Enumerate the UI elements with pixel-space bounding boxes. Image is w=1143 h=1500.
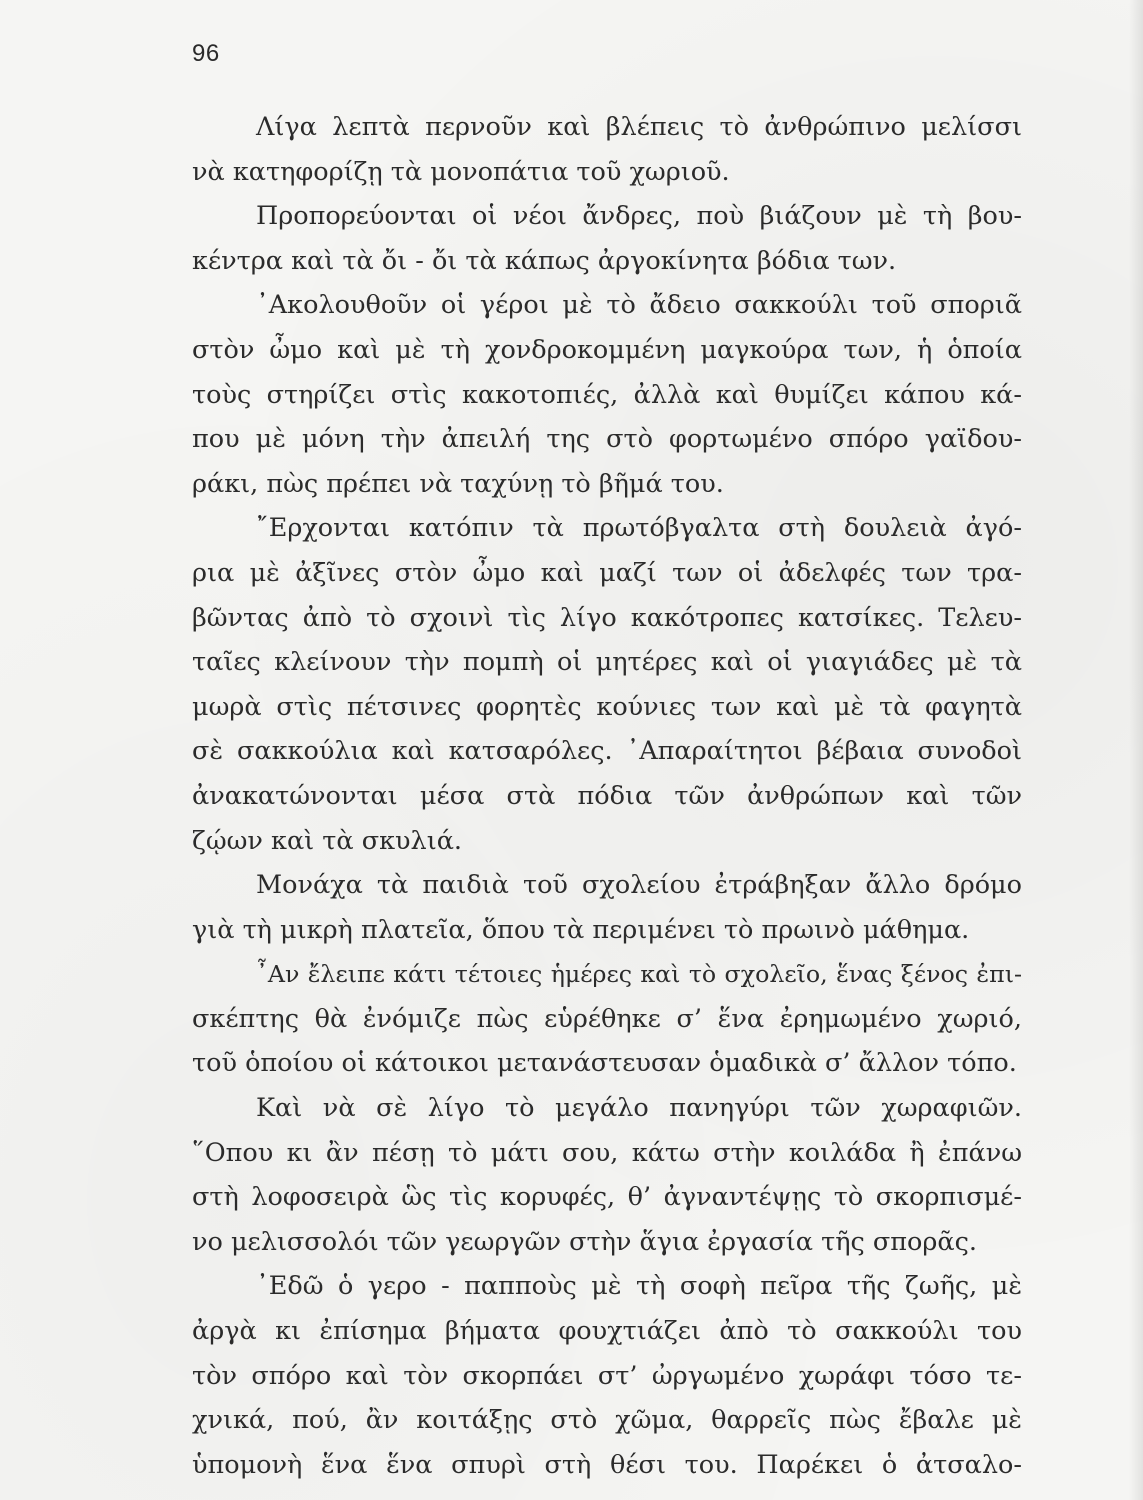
text-line: βῶντας ἀπὸ τὸ σχοινὶ τὶς λίγο κακότροπες κατσίκες. Τελευ-: [192, 602, 1022, 633]
text-line: στὴ λοφοσειρὰ ὣς τὶς κορυφές, θ’ ἀγναντέψῃς τὸ σκορπισμέ-: [192, 1182, 1022, 1213]
text-line: νὰ κατηφορίζῃ τὰ μονοπάτια τοῦ χωριοῦ.: [192, 156, 730, 187]
text-line: ἀνακατώνονται μέσα στὰ πόδια τῶν ἀνθρώπων καὶ τῶν: [192, 780, 1022, 811]
text-line: ῞Οπου κι ἂν πέσῃ τὸ μάτι σου, κάτω στὴν κοιλάδα ἢ ἐπάνω: [192, 1137, 1022, 1168]
text-line: κέντρα καὶ τὰ ὄι - ὄι τὰ κάπως ἀργοκίνητα βόδια των.: [192, 245, 897, 276]
text-line: που μὲ μόνη τὴν ἀπειλή της στὸ φορτωμένο σπόρο γαϊδου-: [192, 424, 1022, 455]
text-line: στὸν ὦμο καὶ μὲ τὴ χονδροκομμένη μαγκούρα των, ἡ ὁποία: [192, 334, 1022, 365]
text-line: σὲ σακκούλια καὶ κατσαρόλες. ᾿Απαραίτητοι βέβαια συνοδοὶ: [192, 736, 1022, 767]
text-line: νο μελισσολόι τῶν γεωργῶν στὴν ἅγια ἐργασία τῆς σπορᾶς.: [192, 1226, 978, 1257]
text-line: σκέπτης θὰ ἐνόμιζε πὼς εὑρέθηκε σ’ ἕνα ἐρημωμένο χωριό,: [192, 1003, 1022, 1034]
text-line: γιὰ τὴ μικρὴ πλατεῖα, ὅπου τὰ περιμένει τὸ πρωινὸ μάθημα.: [192, 914, 970, 945]
page-edge-shadow: [1129, 0, 1143, 1500]
text-line: ἀργὰ κι ἐπίσημα βήματα φουχτιάζει ἀπὸ τὸ σακκούλι του: [192, 1316, 1022, 1347]
text-line: ῏Αν ἔλειπε κάτι τέτοιες ἡμέρες καὶ τὸ σχολεῖο, ἕνας ξένος ἐπι-: [256, 960, 1022, 989]
text-line: ζῴων καὶ τὰ σκυλιά.: [192, 825, 463, 856]
text-line: ρια μὲ ἀξῖνες στὸν ὦμο καὶ μαζί των οἱ ἀδελφές των τρα-: [192, 557, 1022, 588]
text-line: Λίγα λεπτὰ περνοῦν καὶ βλέπεις τὸ ἀνθρώπινο μελίσσι: [256, 112, 1022, 142]
text-line: ράκι, πὼς πρέπει νὰ ταχύνῃ τὸ βῆμά του.: [192, 468, 724, 499]
text-line: χνικά, πού, ἂν κοιτάξῃς στὸ χῶμα, θαρρεῖς πὼς ἔβαλε μὲ: [192, 1405, 1022, 1436]
text-line: ὑπομονὴ ἕνα ἕνα σπυρὶ στὴ θέσι του. Παρέκει ὁ ἀτσαλο-: [192, 1449, 1022, 1480]
page-number: 96: [192, 40, 220, 67]
text-line: τοῦ ὁποίου οἱ κάτοικοι μετανάστευσαν ὁμαδικὰ σ’ ἄλλον τόπο.: [192, 1048, 1017, 1079]
text-line: τοὺς στηρίζει στὶς κακοτοπιές, ἀλλὰ καὶ θυμίζει κάπου κά-: [192, 379, 1022, 410]
body-text: [192, 105, 1022, 1487]
text-line: ῎Ερχονται κατόπιν τὰ πρωτόβγαλτα στὴ δουλειὰ ἀγό-: [256, 513, 1022, 544]
text-line: ᾿Εδῶ ὁ γερο - παπποὺς μὲ τὴ σοφὴ πεῖρα τῆς ζωῆς, μὲ: [256, 1271, 1022, 1302]
text-line: Προπορεύονται οἱ νέοι ἄνδρες, ποὺ βιάζουν μὲ τὴ βου-: [256, 201, 1022, 232]
text-line: τὸν σπόρο καὶ τὸν σκορπάει στ’ ὠργωμένο χωράφι τόσο τε-: [192, 1360, 1022, 1391]
text-line: Μονάχα τὰ παιδιὰ τοῦ σχολείου ἐτράβηξαν ἄλλο δρόμο: [256, 870, 1022, 901]
text-line: Καὶ νὰ σὲ λίγο τὸ μεγάλο πανηγύρι τῶν χωραφιῶν.: [256, 1093, 1022, 1124]
text-line: ταῖες κλείνουν τὴν πομπὴ οἱ μητέρες καὶ οἱ γιαγιάδες μὲ τὰ: [192, 647, 1022, 678]
text-line: ᾿Ακολουθοῦν οἱ γέροι μὲ τὸ ἄδειο σακκούλι τοῦ σποριᾶ: [256, 290, 1022, 321]
text-line: μωρὰ στὶς πέτσινες φορητὲς κούνιες των καὶ μὲ τὰ φαγητὰ: [192, 691, 1022, 722]
